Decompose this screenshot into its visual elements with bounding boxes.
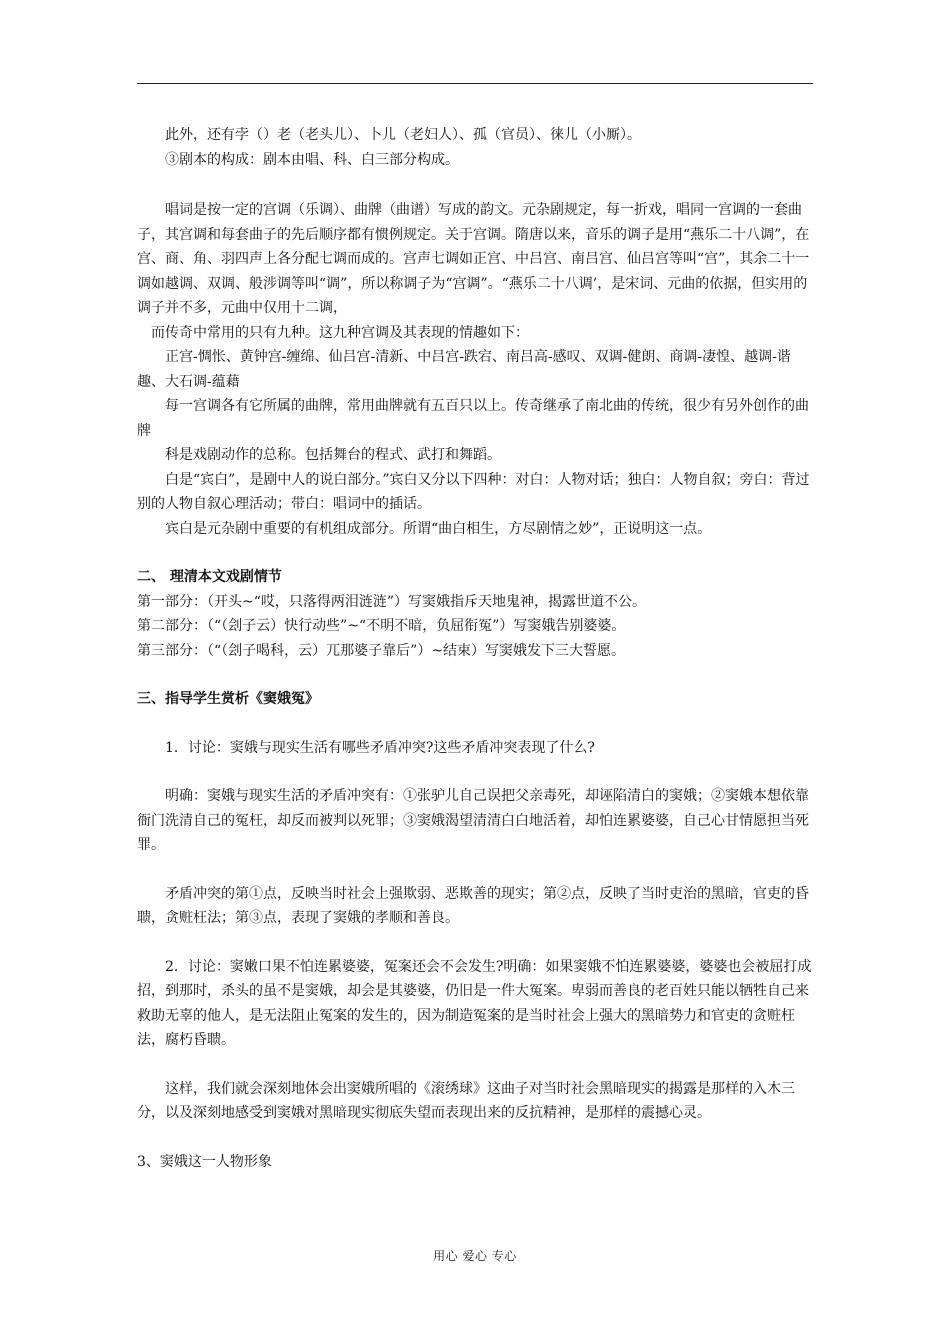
section-2-heading: 二、 理清本文戏剧情节 [137, 569, 282, 585]
question-2: 2．讨论：窦嫩口果不怕连累婆婆，冤案还会不会发生?明确：如果窦娥不怕连累婆婆，婆婆也会被屈打成招，到那时，杀头的虽不是窦娥，却会是其婆婆，仍旧是一件大冤案。卑弱而善良的老百姓只能以牺牲自己来救助无辜的他人，是无法阻止冤案的发生的，因为制造冤案的是当时社会上强大的黑暗势力和官吏的贪赃枉法，腐朽昏聩。 [137, 958, 812, 1048]
item-3-heading: 3、窦娥这一人物形象 [137, 1153, 272, 1170]
answer-1: 明确：窦娥与现实生活的矛盾冲突有：①张驴儿自己误把父亲毒死，却诬陷清白的窦娥；②窦娥本想依靠衙门洗清自己的冤枉，却反而被判以死罪；③窦娥渴望清清白白地活着，却怕连累婆婆，自己心甘情愿担当死罪。 [137, 788, 809, 853]
question-1: 1．讨论：窦娥与现实生活有哪些矛盾冲突?这些矛盾冲突表现了什么? [165, 739, 595, 756]
ke-paragraph: 科是戏剧动作的总称。包括舞台的程式、武打和舞蹈。 [165, 447, 501, 463]
document-body [137, 123, 813, 1174]
binbai-paragraph: 宾白是元杂剧中重要的有机组成部分。所谓“曲白相生，方尽剧情之妙”，正说明这一点。 [165, 520, 712, 537]
answer-1-analysis: 矛盾冲突的第①点，反映当时社会上强欺弱、恶欺善的现实；第②点，反映了当时吏治的黑暗，官吏的昏聩，贪赃枉法；第③点，表现了窦娥的孝顺和善良。 [137, 885, 809, 926]
part-1: 第一部分：（开头~“哎，只落得两泪涟涟”）写窦娥指斥天地鬼神，揭露世道不公。 [137, 593, 647, 610]
qupai-paragraph: 每一宫调各有它所属的曲牌，常用曲牌就有五百只以上。传奇继承了南北曲的传统，很少有另外创作的曲牌 [137, 398, 809, 439]
part-2: 第二部分：（“（刽子云）快行动些”~“不明不暗，负屈衔冤”）写窦娥告别婆婆。 [137, 618, 626, 634]
intro-line-2: ③剧本的构成：剧本由唱、科、白三部分构成。 [165, 151, 459, 168]
intro-line-1: 此外，还有孛（）老（老头儿）、卜儿（老妇人）、孤（官员）、徕儿（小厮）。 [165, 127, 641, 143]
section-3-heading: 三、指导学生赏析《窦娥冤》 [137, 691, 319, 707]
conclusion-paragraph: 这样，我们就会深刻地体会出窦娥所唱的《滚绣球》这曲子对当时社会黑暗现实的揭露是那样的入木三分，以及深刻地感受到窦娥对黑暗现实彻底失望而表现出来的反抗精神，是那样的震撼心灵。 [137, 1080, 795, 1121]
header-rule [137, 83, 813, 84]
gongdiao-list: 正宫-惆怅、黄钟宫-缠绵、仙吕宫-清新、中吕宫-跌宕、南吕高-感叹、双调-健朗、商调-凄惶、越调-谐趣、大石调-蕴藉 [137, 349, 791, 390]
page-footer: 用心 爱心 专心 [433, 1249, 517, 1263]
changci-tail: 而传奇中常用的只有九种。这九种宫调及其表现的情趣如下： [151, 324, 529, 341]
part-3: 第三部分：（“（刽子喝科，云）兀那婆子靠后”）~结束）写窦娥发下三大誓愿。 [137, 642, 626, 659]
bai-paragraph: 白是“宾白”，是剧中人的说白部分。”宾白又分以下四种：对白：人物对话；独白：人物自叙；旁白：背过别的人物自叙心理活动；带白：唱词中的插话。 [137, 471, 810, 512]
changci-paragraph: 唱词是按一定的宫调（乐调）、曲牌（曲谱）写成的韵文。元杂剧规定，每一折戏，唱同一宫调的一套曲子，其宫调和每套曲子的先后顺序都有惯例规定。关于宫调。隋唐以来，音乐的调子是用“燕乐二十八调”，在宫、商、角、羽四声上各分配七调而成的。宫声七调如正宫、中吕宫、南吕宫、仙吕宫等叫“宫”，其余二十一调如越调、双调、般涉调等叫“调”，所以称调子为“宫调”。“燕乐二十八调’，是宋词、元曲的依据，但实用的调子并不多，元曲中仅用十二调， [137, 202, 810, 316]
